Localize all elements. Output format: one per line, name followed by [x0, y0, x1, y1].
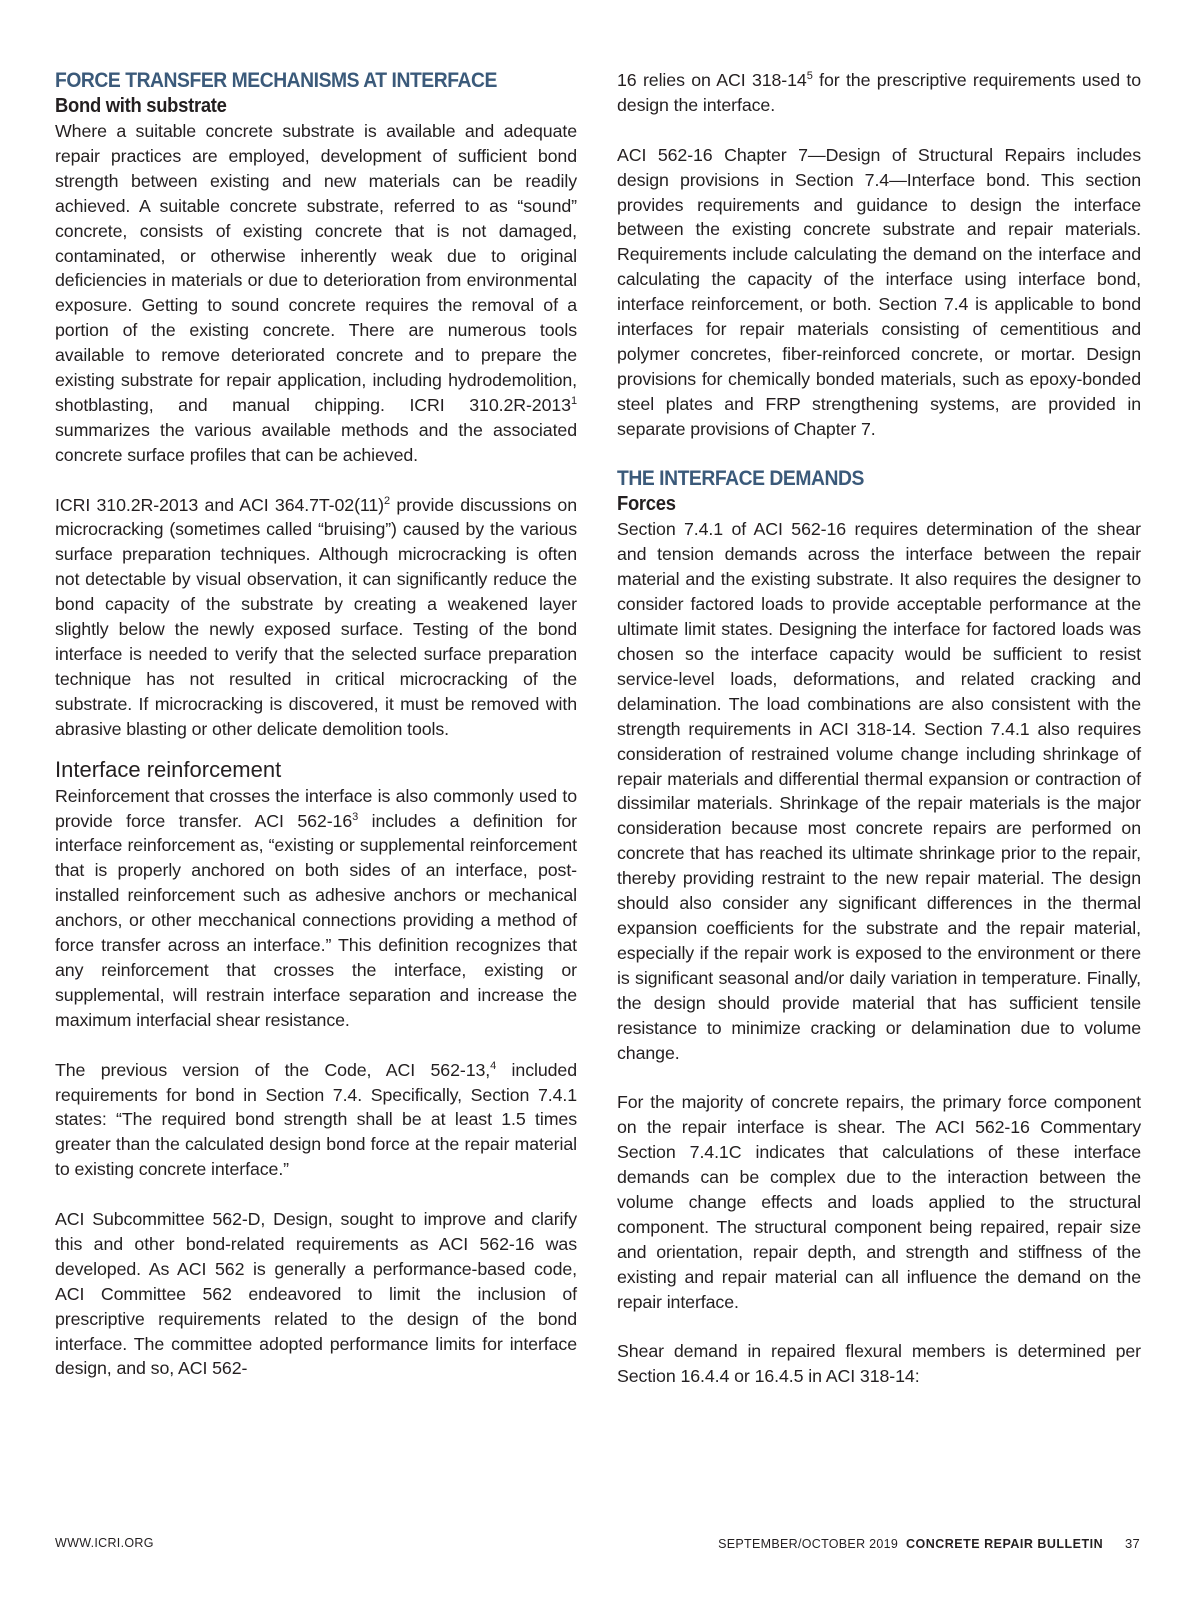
- right-column: [617, 68, 1141, 1389]
- text-run: Where a suitable concrete substrate is available and adequate repair practices are employed, development of sufficient bond strength between existing and new materials can be readily achieved. A suitable concrete substrate, referred to as “sound” concrete, consists of existing concrete that is not damaged, contaminated, or otherwise inherently weak due to original deficiencies in materials or due to deterioration from environmental exposure. Getting to sound concrete requires the removal of a portion of the existing concrete. There are numerous tools available to remove deteriorated concrete and to prepare the existing substrate for repair application, including hydrodemolition, shotblasting, and manual chipping. ICRI 310.2R-2013: [55, 121, 577, 415]
- footnote-ref: 2: [383, 494, 391, 507]
- section-heading-force-transfer: FORCE TRANSFER MECHANISMS AT INTERFACE: [55, 69, 497, 92]
- subheading-bond-with-substrate: Bond with substrate: [55, 95, 227, 117]
- footer-issue-info: [718, 1536, 1140, 1551]
- paragraph-continuation: [617, 68, 1141, 118]
- text-run: Reinforcement that crosses the interface is also commonly used to provide force transfer. ACI 562-16: [55, 785, 577, 831]
- text-run: includes a definition for interface reinforcement as, “existing or supplemental reinforcement that is properly anchored on both sides of an interface, post-installed reinforcement such as adhesive anchors or mechanical anchors, or other mecchanical connections providing a method of force transfer across an interface.” This definition recognizes that any reinforcement that crosses the interface, existing or supplemental, will restrain interface separation and increase the maximum interfacial shear resistance.: [55, 810, 577, 1030]
- spacer: [617, 442, 1141, 467]
- subheading-forces: Forces: [617, 493, 676, 516]
- paragraph-shear-demand: Shear demand in repaired flexural members is determined per Section 16.4.4 or 16.4.5 in ACI 318-14:: [617, 1341, 1141, 1387]
- paragraph-bond-substrate: [55, 119, 577, 468]
- text-run: 16 relies on ACI 318-14: [617, 70, 807, 90]
- spacer: [55, 742, 577, 756]
- page-footer: [55, 1536, 1140, 1556]
- paragraph-chapter-7: ACI 562-16 Chapter 7—Design of Structural Repairs includes design provisions in Section 7.4—Interface bond. This section provides requirements and guidance to design the interface between the existing concrete substrate and repair materials. Requirements include calculating the demand on the interface and calculating the capacity of the interface using interface bond, interface reinforcement, or both. Section 7.4 is applicable to bond interfaces for repair materials consisting of cementitious and polymer concretes, fiber-reinforced concrete, or mortar. Design provisions for chemically bonded materials, such as epoxy-bonded steel plates and FRP strengthening systems, are provided in separate provisions of Chapter 7.: [617, 144, 1141, 439]
- footnote-ref: 1: [570, 395, 577, 408]
- text-run: The previous version of the Code, ACI 562-13,: [55, 1059, 491, 1080]
- text-run: included requirements for bond in Section 7.4. Specifically, Section 7.4.1 states: “The required bond strength shall be at least 1.5 times greater than the calculated design bond force at the repair material to existing concrete interface.”: [55, 1059, 577, 1180]
- spacer: [617, 118, 1141, 143]
- footnote-ref: 4: [490, 1059, 497, 1072]
- footnote-ref: 5: [806, 70, 813, 83]
- text-run: summarizes the various available methods and the associated concrete surface profiles that can be achieved.: [55, 419, 577, 465]
- spacer: [55, 1182, 577, 1207]
- footer-publication: CONCRETE REPAIR BULLETIN: [905, 1537, 1104, 1551]
- spacer: [55, 468, 577, 493]
- paragraph-forces: Section 7.4.1 of ACI 562-16 requires determination of the shear and tension demands across the interface between the repair material and the existing substrate. It also requires the designer to consider factored loads to provide acceptable performance at the ultimate limit states. Designing the interface for factored loads was chosen so the interface capacity would be sufficient to resist service-level loads, deformations, and related cracking and delamination. The load combinations are also consistent with the strength requirements in ACI 318-14. Section 7.4.1 also requires consideration of restrained volume change including shrinkage of repair materials and differential thermal expansion or contraction of dissimilar materials. Shrinkage of the repair materials is the major consideration because most concrete repairs are performed on concrete that has reached its ultimate shrinkage prior to the repair, thereby providing restraint to the new repair material. The design should also consider any significant differences in the thermal expansion coefficients for the substrate and the repair material, especially if the repair work is exposed to the environment or there is significant seasonal and/or daily variation in temperature. Finally, the design should provide material that has sufficient tensile resistance to minimize cracking or delamination due to volume change.: [617, 519, 1141, 1063]
- text-run: provide discussions on microcracking (sometimes called “bruising”) caused by the various surface preparation techniques. Although microcracking is often not detectable by visual observation, it can significantly reduce the bond capacity of the substrate by creating a weakened layer slightly below the newly exposed surface. Testing of the bond interface is needed to verify that the selected surface preparation technique has not resulted in critical microcracking of the substrate. If microcracking is discovered, it must be removed with abrasive blasting or other delicate demolition tools.: [55, 494, 577, 739]
- spacer: [55, 1033, 577, 1058]
- paragraph-subcommittee: ACI Subcommittee 562-D, Design, sought to improve and clarify this and other bond-related requirements as ACI 562-16 was developed. As ACI 562 is generally a performance-based code, ACI Committee 562 endeavored to limit the inclusion of prescriptive requirements related to the design of the bond interface. The committee adopted performance limits for interface design, and so, ACI 562-: [55, 1209, 577, 1379]
- text-run: ICRI 310.2R-2013 and ACI 364.7T-02(11): [55, 494, 384, 515]
- page-number: 37: [1124, 1536, 1140, 1551]
- left-column: [55, 68, 577, 1381]
- spacer: [617, 1314, 1141, 1339]
- paragraph-interface-reinforcement: [55, 784, 577, 1033]
- paragraph-microcracking: [55, 493, 577, 742]
- paragraph-shear-component: For the majority of concrete repairs, the primary force component on the repair interface is shear. The ACI 562-16 Commentary Section 7.4.1C indicates that calculations of these interface demands can be complex due to the interaction between the volume change effects and loads applied to the structural component. The structural component being repaired, repair size and orientation, repair depth, and strength and stiffness of the existing and repair material can all influence the demand on the repair interface.: [617, 1092, 1141, 1312]
- subheading-interface-reinforcement: Interface reinforcement: [55, 756, 282, 782]
- paragraph-previous-code: [55, 1058, 577, 1183]
- text-run: for the prescriptive requirements used to design the interface.: [617, 70, 1141, 115]
- spacer: [617, 1065, 1141, 1090]
- footer-website: WWW.ICRI.ORG: [55, 1536, 154, 1550]
- footnote-ref: 3: [352, 810, 359, 823]
- section-heading-interface-demands: THE INTERFACE DEMANDS: [617, 467, 864, 491]
- footer-issue-date: SEPTEMBER/OCTOBER 2019: [718, 1537, 899, 1551]
